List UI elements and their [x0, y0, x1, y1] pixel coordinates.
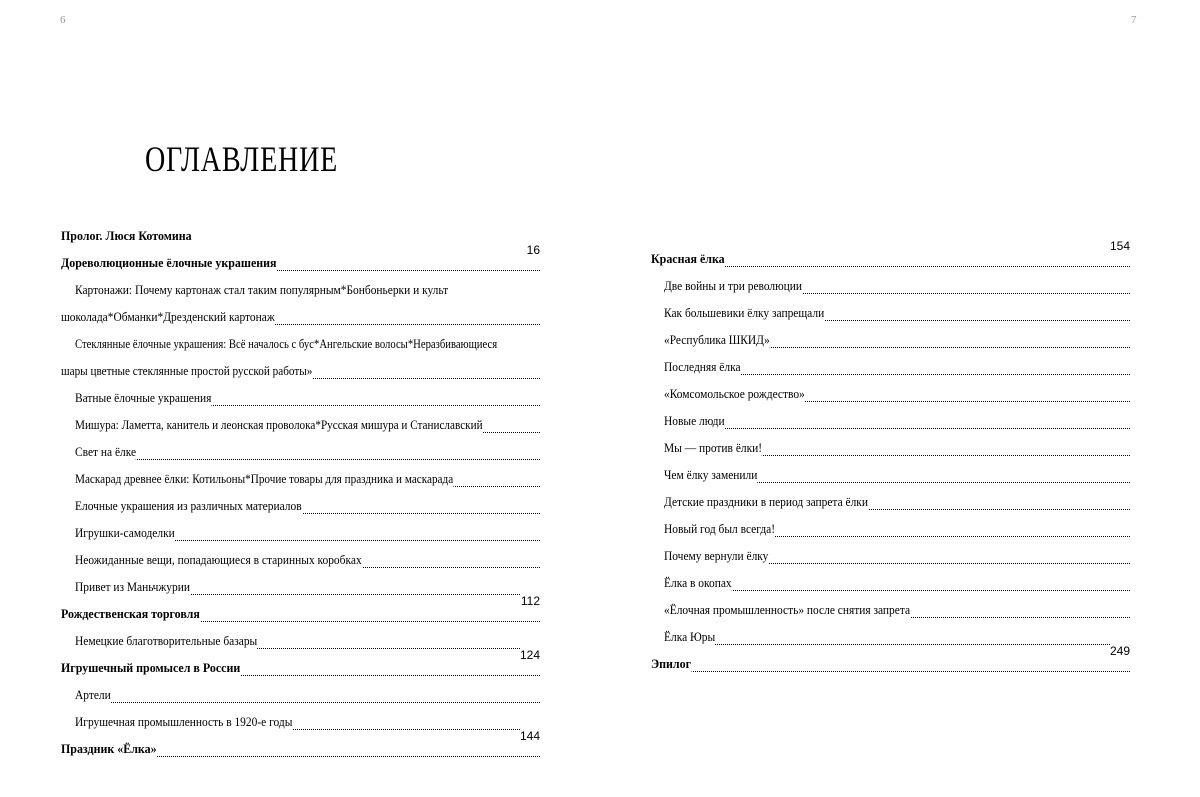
toc-entry-new-year-always[interactable] — [664, 518, 1130, 540]
toc-entry-text: «Республика ШКИД» — [664, 329, 770, 351]
toc-entry-text: Мы — против ёлки! — [664, 437, 762, 459]
toc-entry-two-wars[interactable] — [664, 275, 1130, 297]
toc-entry-glass[interactable] — [75, 333, 540, 355]
toc-entry-text: Детские праздники в период запрета ёлки — [664, 491, 868, 513]
toc-entry-text: Артели — [75, 684, 111, 706]
toc-entry-text: Маскарад древнее ёлки: Котильоны*Прочие товары для праздника и маскарада — [75, 468, 453, 490]
toc-entry-text: Неожиданные вещи, попадающиеся в старинных коробках — [75, 549, 362, 571]
toc-entry-why-returned[interactable] — [664, 545, 1130, 567]
toc-entry-text: Привет из Маньчжурии — [75, 576, 190, 598]
toc-entry-text: Пролог. Люся Котомина — [61, 228, 192, 243]
toc-entry-komsomol-christmas[interactable] — [664, 383, 1130, 405]
toc-entry-prologue[interactable] — [61, 225, 541, 247]
toc-entry-text: Игрушечная промышленность в 1920-е годы — [75, 711, 292, 733]
toc-entry-homemade[interactable] — [75, 522, 540, 544]
toc-page-number: 124 — [519, 648, 540, 662]
toc-entry-text: Стеклянные ёлочные украшения: Всё началось с бус*Ангельские волосы*Неразбивающиеся — [75, 336, 498, 351]
toc-entry-toy-craft[interactable] — [61, 648, 540, 679]
toc-entry-text: Ёлка Юры — [664, 626, 715, 648]
page-title: ОГЛАВЛЕНИЕ — [145, 139, 339, 179]
toc-entry-cotton[interactable] — [75, 387, 540, 409]
toc-page-number: 16 — [526, 243, 540, 257]
right-page-number: 7 — [1131, 14, 1137, 26]
toc-entry-text: Свет на ёлке — [75, 441, 136, 463]
toc-entry-text: Мишура: Ламетта, канитель и леонская проволока*Русская мишура и Станиславский — [75, 414, 483, 436]
toc-entry-text: Эпилог — [651, 653, 691, 675]
toc-entry-text: Елочные украшения из различных материалов — [75, 495, 302, 517]
toc-entry-text: Чем ёлку заменили — [664, 464, 757, 486]
toc-entry-text: Почему вернули ёлку — [664, 545, 768, 567]
toc-entry-cartonage-cont[interactable] — [61, 306, 540, 328]
toc-entry-text: Новые люди — [664, 410, 725, 432]
left-page-number: 6 — [60, 14, 66, 26]
toc-entry-last-yolka[interactable] — [664, 356, 1130, 378]
toc-page-number: 154 — [1109, 239, 1130, 253]
toc-entry-unexpected[interactable] — [75, 549, 540, 571]
toc-entry-cartonage[interactable] — [75, 279, 540, 301]
toc-entry-text: Ёлка в окопах — [664, 572, 732, 594]
toc-entry-industry-after-ban[interactable] — [664, 599, 1130, 621]
toc-entry-text: «Ёлочная промышленность» после снятия запрета — [664, 599, 910, 621]
toc-entry-text: Игрушечный промысел в России — [61, 657, 240, 679]
toc-entry-text: Немецкие благотворительные базары — [75, 630, 257, 652]
toc-entry-text: Новый год был всегда! — [664, 518, 775, 540]
toc-entry-text: Игрушки-самоделки — [75, 522, 175, 544]
toc-entry-children-holidays[interactable] — [664, 491, 1130, 513]
toc-entry-christmas-trade[interactable] — [61, 594, 540, 625]
toc-entry-german-bazaars[interactable] — [75, 630, 540, 652]
toc-entry-trenches[interactable] — [664, 572, 1130, 594]
toc-entry-yura-yolka[interactable] — [664, 626, 1130, 648]
toc-entry-replacement[interactable] — [664, 464, 1130, 486]
toc-entry-prerevolution[interactable] — [61, 243, 540, 274]
toc-entry-manchuria[interactable] — [75, 576, 540, 598]
toc-entry-text: «Комсомольское рождество» — [664, 383, 805, 405]
toc-entry-text: Ватные ёлочные украшения — [75, 387, 211, 409]
toc-entry-text: Две войны и три революции — [664, 275, 802, 297]
toc-entry-masquerade[interactable] — [75, 468, 540, 490]
toc-entry-red-yolka[interactable] — [651, 239, 1130, 270]
toc-entry-text: Красная ёлка — [651, 248, 725, 270]
toc-entry-against-yolka[interactable] — [664, 437, 1130, 459]
toc-entry-text: Дореволюционные ёлочные украшения — [61, 252, 277, 274]
toc-entry-text: Праздник «Ёлка» — [61, 738, 157, 760]
toc-entry-text: Последняя ёлка — [664, 356, 741, 378]
toc-entry-bolsheviks-ban[interactable] — [664, 302, 1130, 324]
toc-entry-text: шоколада*Обманки*Дрезденский картонаж — [61, 306, 275, 328]
toc-entry-light[interactable] — [75, 441, 540, 463]
toc-entry-artels[interactable] — [75, 684, 540, 706]
toc-entry-text: шары цветные стеклянные простой русской работы» — [61, 360, 312, 382]
toc-page-number: 249 — [1109, 644, 1130, 658]
toc-entry-text: Как большевики ёлку запрещали — [664, 302, 824, 324]
toc-page-number: 144 — [519, 729, 540, 743]
toc-entry-materials[interactable] — [75, 495, 540, 517]
toc-entry-text: Рождественская торговля — [61, 603, 200, 625]
toc-page-number: 112 — [520, 594, 540, 608]
toc-entry-toy-industry-1920s[interactable] — [75, 711, 540, 733]
toc-entry-epilogue[interactable] — [651, 644, 1130, 675]
toc-entry-yolka-holiday[interactable] — [61, 729, 540, 760]
toc-entry-shkid[interactable] — [664, 329, 1130, 351]
toc-entry-new-people[interactable] — [664, 410, 1130, 432]
toc-entry-glass-cont[interactable] — [61, 360, 540, 382]
toc-entry-tinsel[interactable] — [75, 414, 540, 436]
toc-entry-text: Картонажи: Почему картонаж стал таким популярным*Бонбоньерки и культ — [75, 282, 449, 297]
